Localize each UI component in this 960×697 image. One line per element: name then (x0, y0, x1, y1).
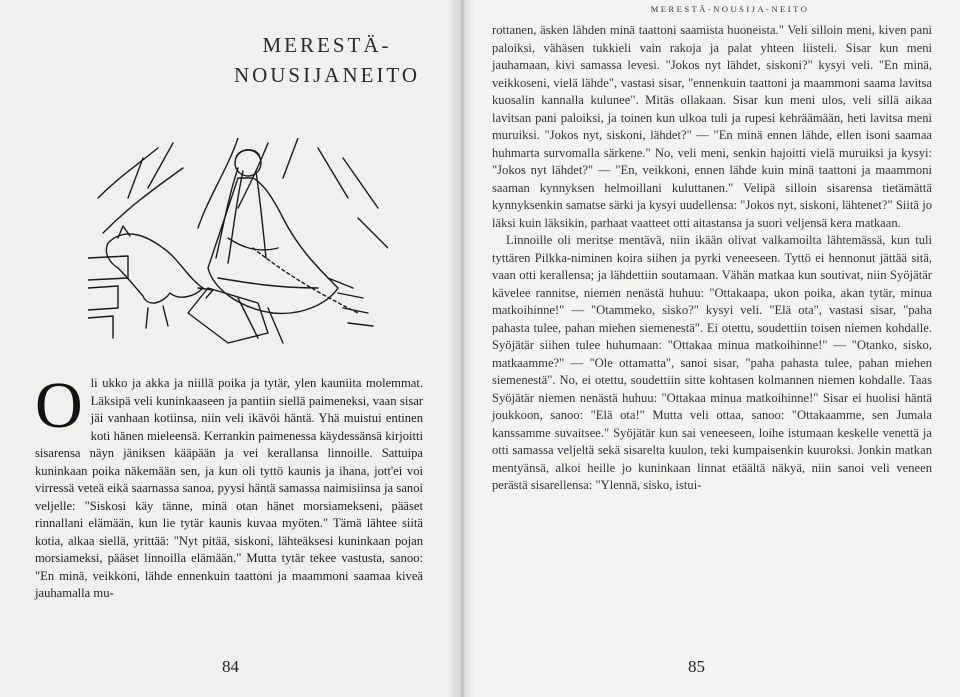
chapter-title (222, 30, 432, 90)
page-number-right: 85 (688, 657, 705, 676)
chapter-title-line1: MERESTÄ- (262, 33, 392, 57)
running-head: MERESTÄ-NOUSIJA-NEITO (650, 4, 810, 14)
page-number-left: 84 (222, 657, 239, 676)
right-page (462, 0, 960, 697)
left-page (0, 0, 462, 697)
left-page-body (35, 369, 423, 603)
right-page-body (492, 22, 932, 495)
illustration-maiden-and-wolf (88, 138, 388, 348)
chapter-title-line2: NOUSIJANEITO (233, 63, 421, 87)
drop-cap: O (35, 369, 83, 442)
right-paragraph-2: Linnoille oli meritse mentävä, niin ikään olivat valkamoilta lähtemässä, kun tuli tyttären Pilkka-niminen koira siihen ja pyrki veneeseen. Tyttö ei hennonut jättää sitä, vaan otti kerallensa; ja lähdettiin soutamaan. Vähän matkaa kun soutivat, niin Syöjätär kävelee rannitse, niemen nenästä huhuu: "Ottakaapa, ukon poika, akan tytär, minua matkoihinne!" — "Otammeko, sisko?" kysyi veli. "Elä ota", vastasi sisar, "paha pahasta tulee, pahan miehen siemenestä". Ei otettu, soudettiin toisen niemen kohdalle. Syöjätär siihen tulee huhumaan: "Ottakaa minua matkoihinne!" — "Otanko, sisko, matkaamme?" — "Ole ottamatta", sanoi sisar, "paha pahasta tulee, pahan miehen siemenestä". No, ei otettu, soudettiin sitte kohtasen kolmannen niemen kohdalle. Taas Syöjätär niemen nenästä huhuu: "Ottakaa minua matkoihinne!" Sisar ei huolisi häntä joukkoon, sanoo: "Elä ota!" Mutta veli ottaa, sanoo: "Ottakaamme, sen Jumala kanssamme suvaitsee." Syöjätär kun sai veneeseen, loihe istumaan keskelle venettä ja otti samassa veljeltä sekä sisarelta kuulon, teki kumpaisenkin kuuroksi. Jonkin matkan mentyänsä, alkoi heille jo kuninkaan linnat etäältä näkyä, niin sanoi veli veneen perästä sisarellensa: "Ylennä, sisko, istui- (492, 233, 932, 492)
left-paragraph-1: li ukko ja akka ja niillä poika ja tytär, ylen kauniita molemmat. Läksipä veli kuninkaaseen ja pantiin siellä paimeneksi, vaan sisar jäi vanhaan kotiinsa, niin veli ikävöi häntä. Yhä muistui entinen koti hänen mieleensä. Kerrankin paimenessa käydessänsä kirjoitti sisarensa näyn jäniksen kääpään ja vei kerallansa linnoille. Sattuipa kuninkaan poika näkemään sen, ja kun oli tyttö kaunis ja ihana, jott'ei voi virressä veteä eikä saarnassa sanoa, pyysi häntä samassa naimisiinsa ja sanoi veljelle: "Siskosi käy tänne, minä otan hänet morsiamekseni, pääset rinnallani elämään, kun lie tytär kaunis kuvaa myöten." Tämä lähtee siitä kotia, alkaa siellä, yrittää: "Nyt pitää, siskoni, lähteäksesi kuninkaan pojan morsiameksi, pääset linnoilla elämään." Mutta tytär tekee vastusta, sanoo: "En minä, veikkoni, lähde ennenkuin taattoni ja maammoni saamaa kiveä jauhamalla mu- (35, 376, 423, 600)
right-paragraph-1: rottanen, äsken lähden minä taattoni saamista huoneista." Veli silloin meni, kiven pani paloiksi, vähäsen tukkieli vain rakoja ja palat yhteen liisteli. Sisar kun meni jauhamaan, kivi samassa levesi. "Jokos nyt lähdet, siskoni?" kysyi veli. "En minä, veikkoseni, vielä lähde", vastasi sisar, "ennenkuin taattoni ja maammoni saama lavitsa kuosalin kannalla kulunee". Mitäs ollakaan. Sisar kun meni ulos, veli sillä aikaa lavitsan pani paloiksi, ja toinen kun ulkoa tuli ja rupesi kehräämään, heti lavitsa meni muruiksi. "Jokos nyt, siskoni, lähdet?" — "En minä ennen lähde, ellen isoni saamaa huhmarta survomalla särkene." No, veli meni, senkin hajoitti vielä muruiksi ja kysyi: "Jokos nyt lähdet?" — "En, veikkoni, ennen lähde kuin minä taattoni ja maammoni saaman kynnyksen helmoillani kuluttanen." Velipä silloin sisarensa tietämättä kynnyksenkin samatse särki ja kysyi uudellensa: "Jokos nyt, siskoni, lähtenet?" Siitä jo läksi kuin läksikin, parhaat vaatteet otti aitastansa ja suori veljensä kera matkaan. (492, 23, 932, 230)
